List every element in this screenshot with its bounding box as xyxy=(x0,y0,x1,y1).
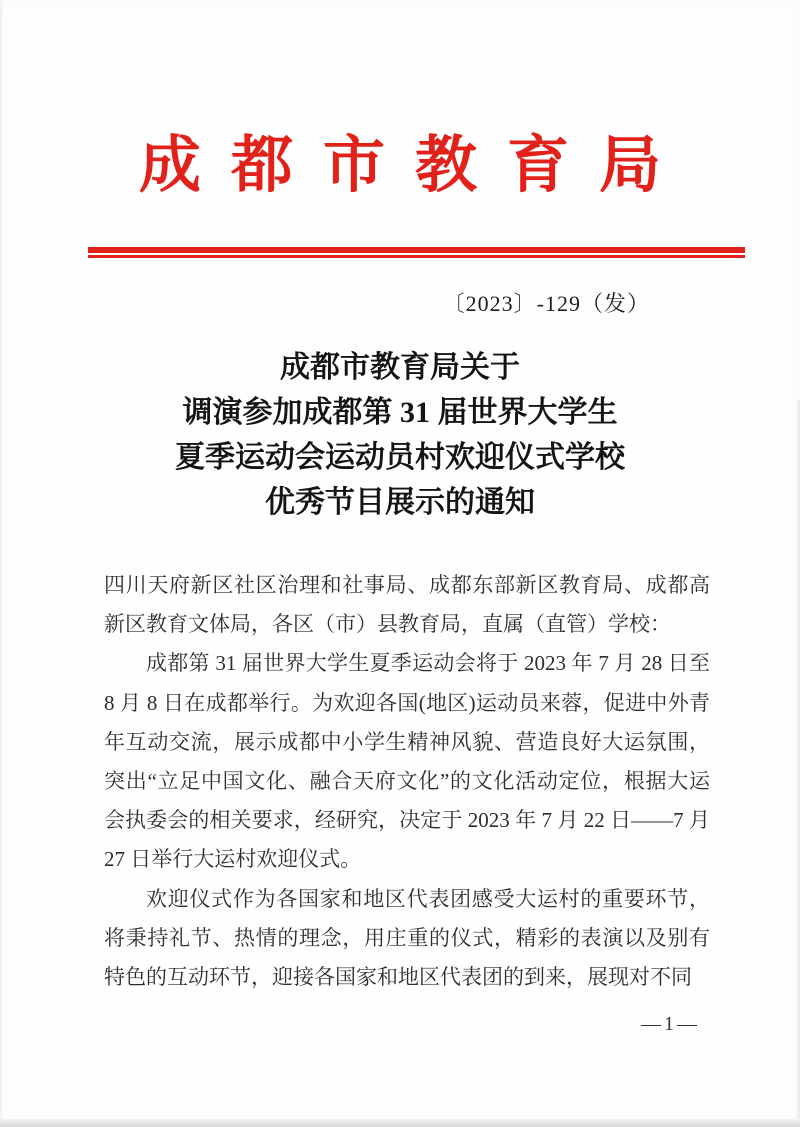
photo-edge-bottom xyxy=(0,1119,800,1127)
photo-edge-left xyxy=(0,0,3,1127)
photo-edge-right xyxy=(796,400,800,1127)
notice-title xyxy=(0,345,800,525)
notice-title-line-3: 夏季运动会运动员村欢迎仪式学校 xyxy=(175,441,625,474)
page-number: —1— xyxy=(641,1013,700,1035)
recipients-paragraph: 四川天府新区社区治理和社事局、成都东部新区教育局、成都高新区教育文体局，各区（市）县教育局，直属（直管）学校： xyxy=(104,573,710,637)
notice-title-line-4: 优秀节目展示的通知 xyxy=(265,486,535,519)
body-paragraph-1: 成都第 31 届世界大学生夏季运动会将于 2023 年 7 月 28 日至 8 月 8 日在成都举行。为欢迎各国(地区)运动员来蓉，促进中外青年互动交流，展示成都中小学生精神风貌、营造良好大运氛围，突出“立足中国文化、融合天府文化”的文化活动定位，根据大运会执委会的相关要求，经研究，决定于 2023 年 7 月 22 日——7 月 27 日举行大运村欢迎仪式。 xyxy=(104,651,710,872)
issuing-org-masthead: 成都市教育局 xyxy=(138,132,691,200)
notice-title-line-1: 成都市教育局关于 xyxy=(280,351,520,384)
red-divider-thick-bar xyxy=(88,247,745,253)
red-divider xyxy=(88,247,745,258)
document-number: 〔2023〕-129（发） xyxy=(442,291,650,316)
body-paragraph-2: 欢迎仪式作为各国家和地区代表团感受大运村的重要环节，将秉持礼节、热情的理念，用庄重的仪式，精彩的表演以及别有特色的互动环节，迎接各国家和地区代表团的到来，展现对不同 xyxy=(104,886,710,990)
red-divider-thin-bar xyxy=(88,255,745,258)
notice-title-line-2: 调演参加成都第 31 届世界大学生 xyxy=(182,396,618,429)
notice-body xyxy=(104,566,710,997)
